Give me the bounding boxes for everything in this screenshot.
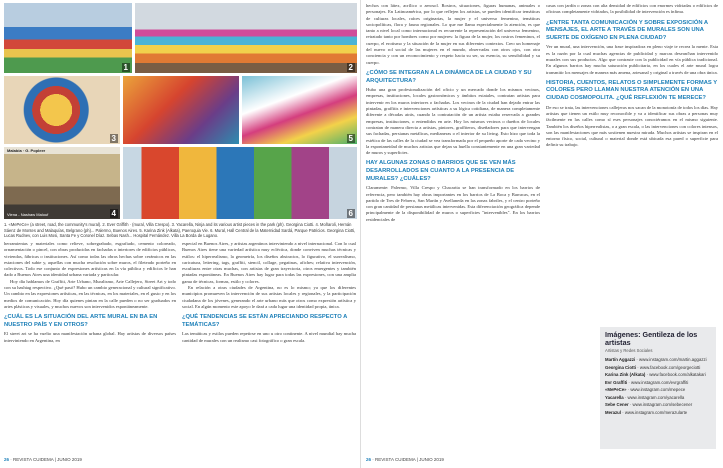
artist-name: Evr Graffiti: [605, 379, 628, 385]
paragraph: Claramente: Palermo, Villa Crespo y Chacarita se han transformado en los barrios de referencia, pero también hay obras importantes en los barrios de La Boca y Barracas, en el partido de Tres de Febrero, San Martín y Avellaneda en las zonas fabriles, y el centro porteño con gran cantidad de persianas metálicas intervenidas. Esta diferenciación geográfica depende principalmente de la disponibilidad de muros o superficies "intervenibles". En los barrios residenciales de: [366, 185, 540, 222]
photo-number: 3: [111, 134, 116, 143]
photo-5[interactable]: [241, 75, 358, 145]
paragraph: especial en Buenos Aires, y artistas argentinos interviniendo a nivel internacional. Con lo cual Buenos Aires tiene una variedad artística muy ecléctica, donde conviven muchas técnicas y estilos: el hiperrealismo, la geometría, los diseños abstractos, lo figurativo, el surrealismo, caricatura, lettering, tags, graffiti, stencil, collage, pegatinas, afiches; relativa intervención, esculturas entre otras muchas, con artistas de gran trayectoria, otros emergentes y también pintadas espontáneas. En Buenos Aires hay lugar para todas las expresiones, con una amplia gama de técnicas, formas, estilo y colores.: [182, 241, 356, 284]
photo-number: 5: [348, 134, 353, 143]
page-footer-left: [4, 457, 82, 462]
publication-name: · REVISTA CUIDEMA | JUNIO 2019: [372, 457, 444, 462]
artist-link[interactable]: www.instagram.com/evrgraffiti: [631, 379, 689, 385]
credit-item: Sebe Cener · www.instagram.com/sebecener: [605, 402, 693, 407]
publication-name: · REVISTA CUIDEMA | JUNIO 2019: [10, 457, 82, 462]
photo-number: 4: [111, 209, 116, 218]
left-column-1: [4, 241, 176, 344]
right-page: [362, 0, 723, 468]
heading: HAY ALGUNAS ZONAS O BARRIOS QUE SE VEN MÁS DESARROLLADOS EN CUANTO A LA PRESENCIA DE MURALES? ¿CUÁLES?: [366, 160, 516, 182]
left-column-2: [182, 241, 356, 344]
paragraph: Las temáticas y estilos pueden repetirse en uno u otro continente. A nivel mundial hay mucha cantidad de murales con un realismo casi fotográfico o gran escala.: [182, 331, 356, 343]
paragraph: herramientas y materiales como relieve, sobregrabado, esgrafiado, cemento coloreado, ornamentación o pincel, con obras producidas en fachadas o interiores de edificios públicos, viviendas, fábricas o instituciones. Así como todas las obras hechas sobre cerámicos en las estaciones del subte y, aquellas con mucha resolución sobre muros, el fileteado porteño en colectivos. Todo ese conjunto de expresiones artísticas en la vía pública y edificios le han dado a Buenos Aires una identidad urbana variada y particular.: [4, 241, 176, 278]
paragraph: Hubo una gran profesionalización del oficio y un mercado donde los mismos vecinos, empresas, instituciones, locales gastronómicos y ámbitos estatales, contratan artistas para intervenir en los muros interiores o fachadas. Los vecinos de la ciudad han dejado entrar las pintadas, graffitis e intervenciones artísticas a su lógica cotidiana, de manera completamente diferente a décadas atrás, cuando la contratación de un artista estaba reservada a grandes empresas, instituciones, o entendidos en arte. Hoy los mismos vecinos o dueños de locales contratan de manera directa a artistas, pintores, graffiteros, diseñadores para que intervengan sus fachadas, persianas metálicas, medianeras o el interior de su living. Esto hizo que toda la estética de las calles de la ciudad se vea transformada por el pequeño aporte de cada vecino y la espontaneidad de muchos artistas que dejan su huella constantemente en una gran variedad de muros y superficies.: [366, 87, 540, 156]
credit-item: Martín Aggazzi · www.instagram.com/martin.aggazzi: [605, 357, 707, 362]
photo-3b: [122, 75, 240, 145]
photo-number: 6: [348, 209, 353, 218]
photo-number: 2: [348, 63, 353, 72]
heading: ¿CÓMO SE INTEGRAN A LA DINÁMICA DE LA CIUDAD Y SU ARQUITECTURA?: [366, 69, 532, 84]
paragraph: hechos con látex, acrílico o aerosol. Rostros, situaciones, figuras humanas, animales o personajes. En Latinoamérica, por lo que reflejen los artistas, se pueden identificar temáticas de culturas locales, raíces originarias, la mujer y el universo femenino, temáticas sociopolíticas, flora y fauna regionales. Lo que me llama especialmente la atención, es que tanto a nivel local como internacional es recurrente la representación del universo femenino, retratado tanto por hombres como por mujeres: la figura de la mujer, los rostros femeninos, el cuerpo, el erotismo y la situación de la mujer en sus diferentes contextos. Creo un homenaje del nuevo rol social de las mujeres en el mundo, observadas con otros ojos, con otra conciencia y con un reconocimiento y respeto hacia su ser, su esencia, su sensibilidad y su cuerpo.: [366, 3, 540, 65]
paragraph: casas con jardín o zonas con alta densidad de edificios con enormes vidriadas o edificios de oficinas completamente vidriados, la posibilidad de intervención es ínfima.: [546, 3, 718, 15]
artist-name: Sebe Cener: [605, 402, 629, 407]
credits-title: Imágenes: Gentileza de los artistas: [605, 330, 698, 347]
page-number: 26: [4, 457, 10, 462]
artist-name: «MePeCe»: [605, 387, 627, 392]
heading: HISTORIA, CUENTOS, RELATOS O SIMPLEMENTE FORMAS Y COLORES PERO LLAMAN NUESTRA ATENCIÓN EN UNA CIUDAD COSMOPOLITA. ¿QUÉ REFLEXIÓN TE MERECE?: [546, 79, 718, 102]
artist-link[interactable]: www.instagram.com/yacarella: [627, 394, 685, 400]
heading: ¿QUÉ TENDENCIAS SE ESTÁN APRECIANDO RESPECTO A TEMÁTICAS?: [182, 314, 348, 328]
credit-item: Evr Graffiti · www.instagram.com/evrgraffiti: [605, 379, 689, 385]
photo-caption: 1. «MePeCe» (a street, road, the community's mural). 2. Ever Griffith · (mural, Villa Crespo). 3. Yacarella, Ninja and its various artist pieces in the park (ph). Georgina Ciotti. 4. Moñaroli, Hernán Sáenz de Montes and Malaquías, Belgrano (ph)... Palermo, Buenos Aires. 5. Karina Zink (Alkata), Paeroquia Vie. 6. Mural, Hall Central de la Maternidad Sardá, Parque Patricios. Georgina Ciotti, Lucas Rudnev, con Luis Mosi, Santa Fe y Coronel Díaz. Sebas Nash... Hospital Fernández. Villa La Borda de Lugano.: [4, 222, 356, 239]
credit-item: Georgina Ciotti · www.facebook.com/georgeciotti: [605, 364, 701, 370]
paragraph: De eso se trata, las intervenciones callejeras nos sacan de la monotonía de todos los días. Hay artistas que tienen un estilo muy reconocible y va a identificar sus obras a personas muy fácilmente en las calles como sí eses personajes conociéramos en el mismo siguiente. También los diseños hiperrealistas, o a gran escala, o las intervenciones con colores intensos, son las manifestaciones que más sostienen nuestra mirada. Muchos artistas se inspiran en el entorno físico, social, cultural o material donde está ubicada esa pared o superficie para definir su trabajo.: [546, 104, 718, 148]
photo-number: 1: [123, 63, 128, 72]
paragraph: Ver un mural, una intervención, una frase inspiradora en pleno viaje te recrea la mente. Esta es la razón por la cual muchas agencias de publicidad y marcas desean/han intervenido murales con sus productos. Algo que contraste con la publicidad en vía pública tradicional. En algunos barrios hay mucha saturación publicitaria, en los cuales el arte mural logra transmitir los mensajes de manera más amena, artesanal y original a través de una obra única.: [546, 44, 718, 75]
artist-link[interactable]: www.facebook.com/georgeciotti: [639, 364, 701, 370]
left-page: [0, 0, 361, 468]
photo-2[interactable]: [134, 2, 358, 74]
page-footer-right: [366, 457, 444, 462]
credit-item: Yacarella · www.instagram.com/yacarella: [605, 394, 685, 400]
photo-4[interactable]: [3, 146, 121, 220]
heading: ¿ENTRE TANTA COMUNICACIÓN Y SOBRE EXPOSICIÓN A MENSAJES, EL ARTE A TRAVÉS DE MURALES SON UNA SUERTE DE OXÍGENO EN PLENA CIUDAD?: [546, 19, 708, 41]
artist-name: Yacarella: [605, 394, 624, 400]
artist-name: Karina Zink (Alkata): [605, 372, 646, 377]
credits-subtitle: Artistas y Redes Sociales: [605, 348, 653, 353]
photo-4-label-bottom: Viena - Nashaw Malouf: [7, 212, 49, 217]
right-column: [546, 3, 718, 149]
photo-3[interactable]: [3, 75, 121, 145]
credit-item: «MePeCe» · www.instagram.com/mepece: [605, 387, 686, 392]
artist-link[interactable]: www.instagram.com/mepece: [630, 387, 686, 392]
artist-link[interactable]: www.instagram.com/martin.aggazzi: [639, 357, 707, 362]
paragraph: El street art se ha vuelto una manifestación urbana global. Hay artistas de diversos países interviniendo en Argentina, en: [4, 331, 176, 343]
paragraph: En relación a otras ciudades de Argentina, no es lo mismo; ya que los diferentes municipios promueven la intervención de sus artistas locales y regionales, y la participación ciudadana de los jóvenes, generando el arte urbano más que otros como expresión artística y social. En algún momento este apoyo le dará a cada lugar una identidad propia, única.: [182, 285, 356, 309]
paragraph: Hoy día hablamos de Graffiti, Arte Urbano, Muralismo, Arte Callejero, Street Art y todo con su hashtag respectivo. ¿Qué pasó? Hubo un cambio generacional y cultural significativo. Un cambio en las expresiones artísticas, en las técnicas, en los materiales, en el gusto y en los medios de comunicación. Hoy día quienes pintan en la calle pueden o no ser graduados en artes plásticas y visuales, y muchos nuevos son intervenidos espontáneamente.: [4, 278, 176, 309]
credit-item: Karina Zink (Alkata) · www.facebook.com/alkatakari: [605, 372, 706, 377]
credit-item: Merazul · www.instagram.com/merazularte: [605, 409, 688, 415]
center-column: [366, 3, 540, 223]
artist-link[interactable]: www.instagram.com/sebecener: [632, 402, 693, 407]
artist-link[interactable]: www.instagram.com/merazularte: [624, 409, 688, 415]
artist-name: Merazul: [605, 409, 621, 415]
photo-1[interactable]: [3, 2, 133, 74]
credits-box: [600, 327, 716, 449]
artist-name: Martín Aggazzi: [605, 357, 636, 362]
photo-6[interactable]: [122, 146, 358, 220]
photo-4-label: Malabia · G. Popleer: [7, 148, 46, 153]
heading: ¿CUÁL ES LA SITUACIÓN DEL ARTE MURAL EN BA EN NUESTRO PAÍS Y EN OTROS?: [4, 314, 158, 328]
page-number: 26: [366, 457, 372, 462]
artist-link[interactable]: www.facebook.com/alkatakari: [649, 372, 706, 377]
artist-name: Georgina Ciotti: [605, 364, 637, 370]
